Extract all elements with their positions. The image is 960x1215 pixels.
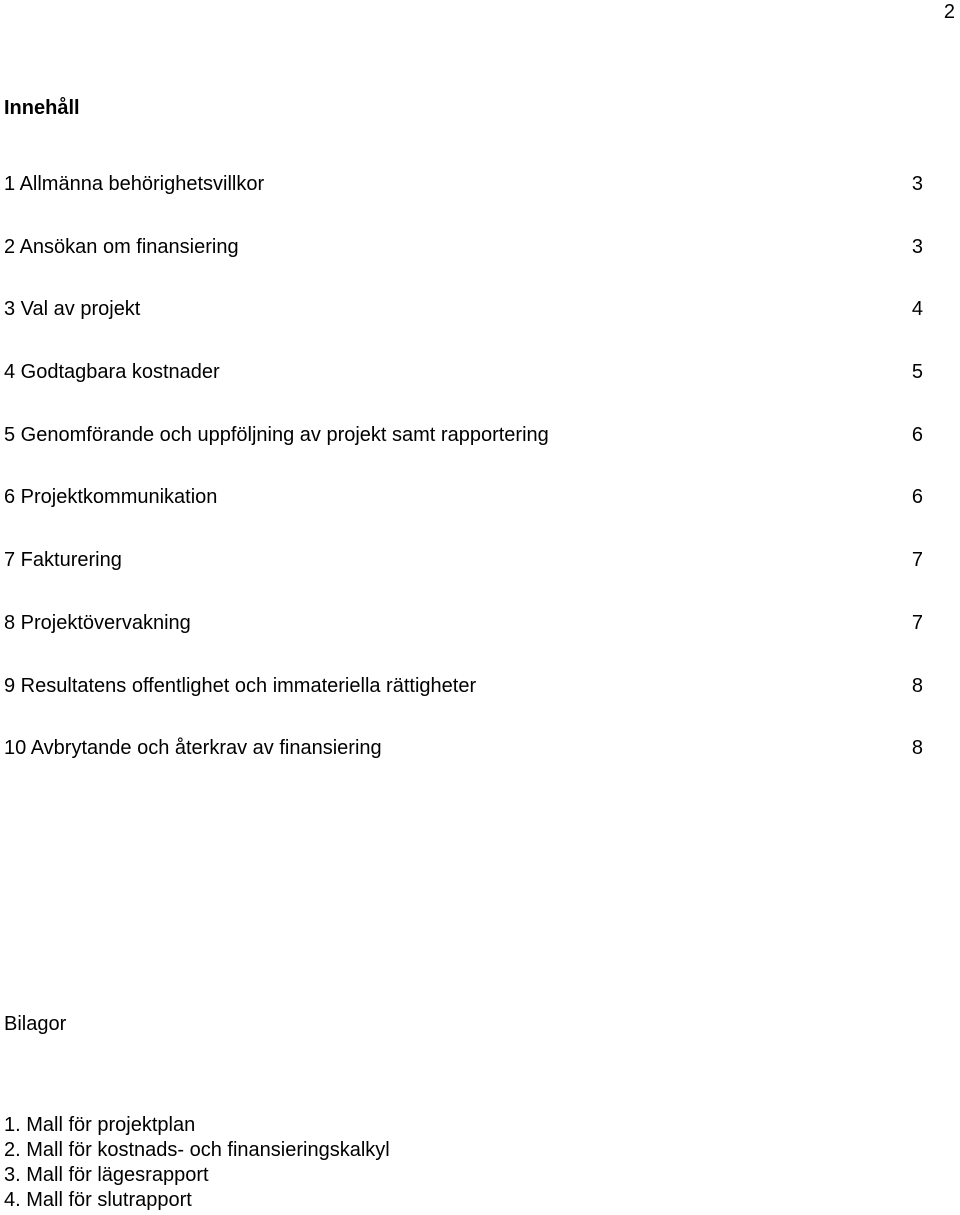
annex-list: [4, 1113, 390, 1213]
toc-entry-page: 8: [911, 737, 923, 760]
toc-entry[interactable]: [4, 172, 923, 235]
annex-item: 3. Mall för lägesrapport: [4, 1164, 209, 1186]
toc-list: [4, 172, 923, 799]
toc-heading: Innehåll: [4, 97, 80, 119]
annex-item: 2. Mall för kostnads- och finansieringskalkyl: [4, 1139, 390, 1161]
toc-entry-page: 3: [911, 173, 923, 195]
toc-entry-title: 9 Resultatens offentlighet och immateriella rättigheter: [4, 674, 477, 697]
toc-entry[interactable]: [4, 736, 923, 799]
toc-entry[interactable]: [4, 360, 923, 423]
toc-entry[interactable]: [4, 674, 923, 737]
toc-entry[interactable]: [4, 235, 923, 298]
annex-item: 4. Mall för slutrapport: [4, 1189, 192, 1211]
toc-entry-page: 7: [911, 549, 923, 572]
toc-entry-page: 5: [911, 361, 923, 384]
toc-entry[interactable]: [4, 423, 923, 486]
toc-entry-title: 3 Val av projekt: [4, 298, 141, 321]
toc-entry-page: 3: [911, 235, 923, 258]
toc-entry-page: 6: [911, 486, 923, 509]
annex-item: 1. Mall för projektplan: [4, 1114, 196, 1136]
toc-entry-page: 4: [911, 298, 923, 321]
toc-entry-title: 2 Ansökan om finansiering: [4, 235, 239, 258]
toc-entry-page: 7: [911, 611, 923, 634]
toc-entry-title: 5 Genomförande och uppföljning av projekt samt rapportering: [4, 423, 549, 446]
toc-entry-page: 8: [911, 674, 923, 697]
toc-entry-title: 6 Projektkommunikation: [4, 486, 218, 509]
toc-entry[interactable]: [4, 297, 923, 360]
toc-entry-title: 8 Projektövervakning: [4, 611, 191, 634]
toc-entry-title: 4 Godtagbara kostnader: [4, 361, 220, 384]
annex-heading: Bilagor: [4, 1013, 67, 1035]
toc-entry[interactable]: [4, 485, 923, 548]
toc-entry[interactable]: [4, 611, 923, 674]
toc-entry[interactable]: [4, 548, 923, 611]
page-number: 2: [943, 1, 955, 23]
toc-entry-title: 1 Allmänna behörighetsvillkor: [4, 173, 265, 195]
toc-entry-page: 6: [911, 423, 923, 446]
toc-entry-title: 7 Fakturering: [4, 549, 122, 572]
toc-entry-title: 10 Avbrytande och återkrav av finansiering: [4, 737, 382, 760]
